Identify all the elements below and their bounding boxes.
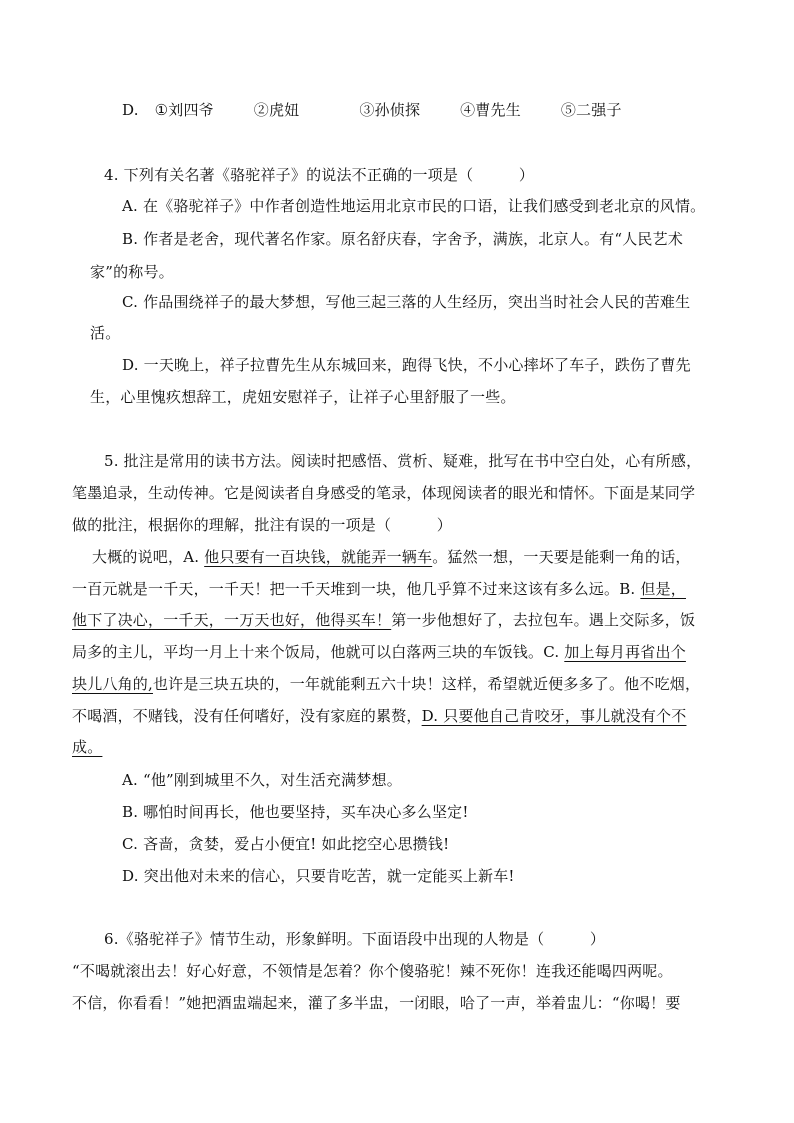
q5-passage-line2 xyxy=(72,579,686,601)
q5-passage-line4 xyxy=(72,642,686,664)
q5-passage-text: 。猛然一想，一天要是能剩一角的话， xyxy=(432,548,691,566)
q5-underline-b-start: 但是， xyxy=(640,580,686,598)
q3-option-d-item-3: ③孙侦探 xyxy=(359,101,421,119)
q5-option-b: B. 哪怕时间再长，他也要坚持，买车决心多么坚定! xyxy=(122,803,469,821)
q6-passage-line1: “不喝就滚出去！好心好意，不领情是怎着？你个傻骆驼！辣不死你！连我还能喝四两呢。 xyxy=(72,962,673,980)
q4-option-c-line1: C. 作品围绕祥子的最大梦想，写他三起三落的人生经历，突出当时社会人民的苦难生 xyxy=(122,293,691,311)
q4-option-b-line1: B. 作者是老舍，现代著名作家。原名舒庆春，字舍予，满族，北京人。有“人民艺术 xyxy=(122,230,684,248)
q5-passage-text: 第一步他想好了，去拉包车。遇上交际多，饭 xyxy=(391,611,696,629)
q5-passage-text: 不喝酒，不赌钱，没有任何嗜好，没有家庭的累赘， xyxy=(72,707,422,725)
q4-option-a: A. 在《骆驼祥子》中作者创造性地运用北京市民的口语，让我们感受到老北京的风情。 xyxy=(122,197,706,215)
q5-passage-text: 也许是三块五块的，一年就能剩五六十块！这样，希望就近便多多了。他不吃烟， xyxy=(152,675,701,693)
q4-stem: 4. 下列有关名著《骆驼祥子》的说法不正确的一项是（ ） xyxy=(104,166,535,184)
q3-option-d-item-5: ⑤二强子 xyxy=(560,101,622,119)
q3-option-d-item-1: ①刘四爷 xyxy=(154,101,214,119)
q5-passage-text: 大概的说吧，A. xyxy=(92,548,205,566)
q5-option-a: A. “他”刚到城里不久，对生活充满梦想。 xyxy=(122,771,402,789)
q5-option-d: D. 突出他对未来的信心，只要肯吃苦，就一定能买上新车! xyxy=(122,867,515,885)
q4-option-d-line2: 生，心里愧疚想辞工，虎妞安慰祥子，让祥子心里舒服了一些。 xyxy=(90,388,516,406)
q3-option-d xyxy=(122,100,622,122)
q5-underline-a: 他只要有一百块钱，就能弄一辆车 xyxy=(204,548,433,566)
q5-underline-c-end: 块儿八角的, xyxy=(72,675,153,693)
q6-stem: 6.《骆驼祥子》情节生动，形象鲜明。下面语段中出现的人物是（ ） xyxy=(104,930,606,948)
q6-passage-line2: 不信，你看看！”她把酒盅端起来，灌了多半盅，一闭眼，哈了一声，举着盅儿：“你喝！要 xyxy=(72,994,681,1012)
q5-passage-line1 xyxy=(92,547,691,569)
q5-underline-d-start: D. 只要他自己肯咬牙，事儿就没有个不 xyxy=(421,707,687,725)
q4-option-b-line2: 家”的称号。 xyxy=(90,263,174,281)
q5-option-c: C. 吝啬，贪婪，爱占小便宜! 如此挖空心思攒钱! xyxy=(122,835,450,853)
q5-stem-line2: 笔墨追录，生动传神。它是阅读者自身感受的笔录，体现阅读者的眼光和情怀。下面是某同学 xyxy=(72,484,696,502)
q5-passage-line6 xyxy=(72,706,686,728)
q5-stem-line1: 5. 批注是常用的读书方法。阅读时把感悟、赏析、疑难，批写在书中空白处，心有所感， xyxy=(104,452,702,470)
q3-option-d-item-4: ④曹先生 xyxy=(460,101,521,119)
q5-underline-d-end: 成。 xyxy=(72,738,103,756)
q5-stem-line3: 做的批注，根据你的理解，批注有误的一项是（ ） xyxy=(72,516,453,534)
q5-underline-b-end: 他下了决心，一千天，一万天也好，他得买车！ xyxy=(72,611,392,629)
q4-option-c-line2: 活。 xyxy=(90,324,121,342)
q5-passage-line3 xyxy=(72,610,695,632)
q5-passage-line5 xyxy=(72,674,700,696)
q5-underline-c-start: 加上每月再省出个 xyxy=(564,643,686,661)
q5-passage-text: 一百元就是一千天，一千天！把一千天堆到一块，他几乎算不过来这该有多么远。B. xyxy=(72,580,641,598)
q3-option-d-item-2: ②虎妞 xyxy=(253,101,300,119)
q5-passage-text: 局多的主儿，平均一月上十来个饭局，他就可以白落两三块的车饭钱。C. xyxy=(72,643,565,661)
q4-option-d-line1: D. 一天晚上，祥子拉曹先生从东城回来，跑得飞快，不小心摔坏了车子，跌伤了曹先 xyxy=(122,356,691,374)
q3-option-d-label: D. xyxy=(122,101,139,119)
q5-passage-line7 xyxy=(72,737,102,759)
